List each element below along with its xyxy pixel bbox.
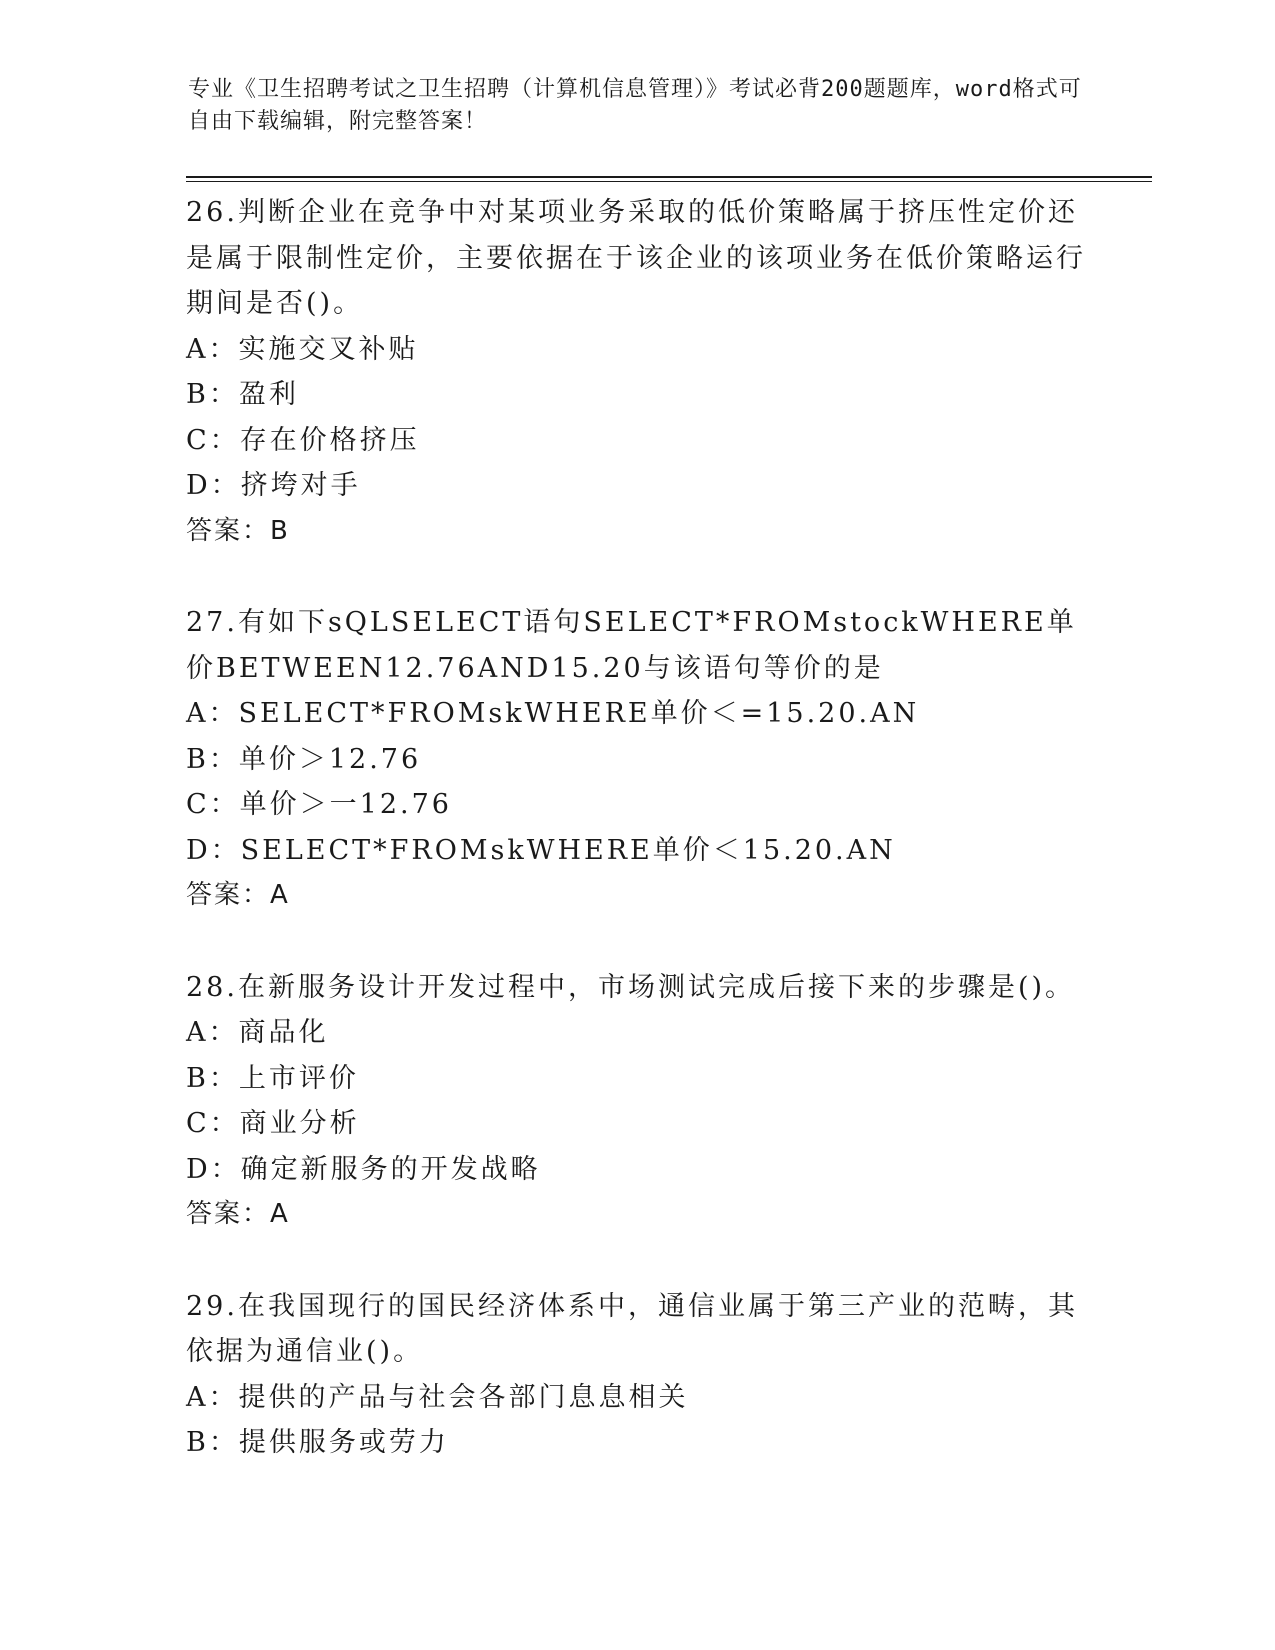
option-b: B：盈利	[186, 379, 299, 410]
answer-line: 答案：A	[186, 1199, 290, 1229]
option-d: D：确定新服务的开发战略	[186, 1153, 541, 1185]
question-list	[186, 190, 1086, 1512]
question-stem: 26.判断企业在竞争中对某项业务采取的低价策略属于挤压性定价还是属于限制性定价，主要依据在于该企业的该项业务在低价策略运行期间是否()。	[186, 197, 1086, 319]
question-stem: 27.有如下sQLSELECT语句SELECT*FROMstockWHERE单价BETWEEN12.76AND15.20与该语句等价的是	[186, 607, 1077, 684]
question-27	[186, 600, 1086, 919]
question-stem: 29.在我国现行的国民经济体系中，通信业属于第三产业的范畴，其依据为通信业()。	[186, 1290, 1078, 1367]
option-d: D：SELECT*FROMskWHERE单价＜15.20.AN	[186, 834, 896, 866]
question-28	[186, 965, 1086, 1238]
option-b: B：单价＞12.76	[186, 743, 422, 775]
header-rule-thick	[186, 176, 1152, 178]
question-29	[186, 1284, 1086, 1466]
answer-line: 答案：B	[186, 515, 290, 546]
question-stem: 28.在新服务设计开发过程中，市场测试完成后接下来的步骤是()。	[186, 971, 1076, 1003]
option-a: A：提供的产品与社会各部门息息相关	[186, 1381, 689, 1413]
page-header: 专业《卫生招聘考试之卫生招聘（计算机信息管理）》考试必背200题题库，word格式可自由下载编辑，附完整答案！	[188, 77, 1082, 134]
option-a: A：实施交叉补贴	[186, 333, 419, 365]
option-c: C：存在价格挤压	[186, 424, 420, 456]
question-26	[186, 190, 1086, 554]
option-a: A：SELECT*FROMskWHERE单价＜=15.20.AN	[186, 698, 920, 729]
option-b: B：上市评价	[186, 1062, 359, 1094]
option-b: B：提供服务或劳力	[186, 1427, 449, 1458]
option-c: C：商业分析	[186, 1108, 360, 1139]
option-d: D：挤垮对手	[186, 470, 361, 501]
answer-line: 答案：A	[186, 880, 290, 910]
option-a: A：商品化	[186, 1017, 329, 1048]
option-c: C：单价＞一12.76	[186, 789, 452, 820]
header-rule-thin	[186, 181, 1152, 182]
